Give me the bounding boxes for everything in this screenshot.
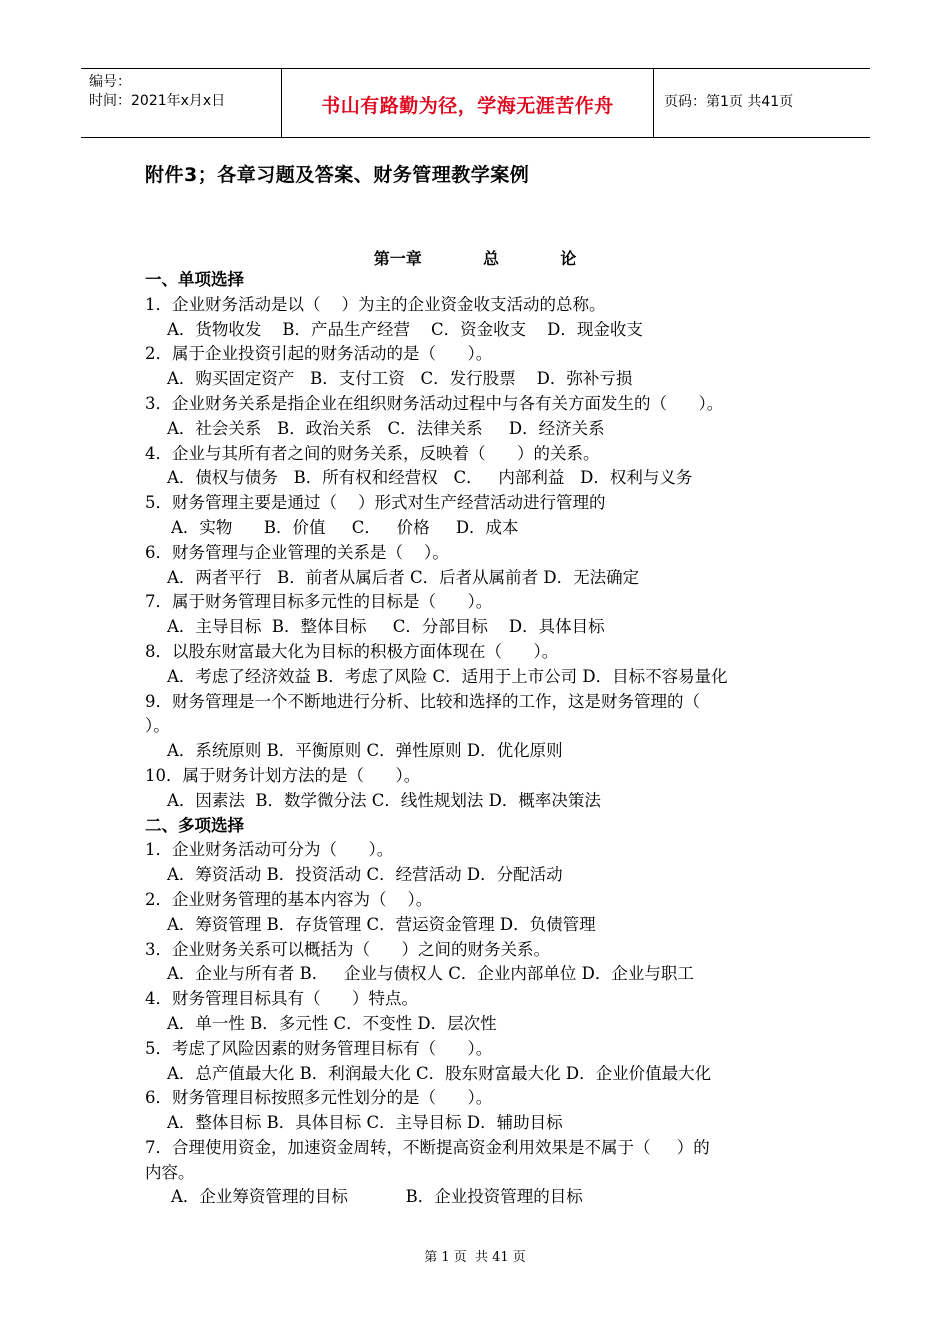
question-line: 7．合理使用资金，加速资金周转，不断提高资金利用效果是不属于（ ）的 xyxy=(145,1137,710,1157)
question-line: 4．企业与其所有者之间的财务关系，反映着（ ）的关系。 xyxy=(145,443,600,463)
options-line: A．社会关系 B．政治关系 C．法律关系 D．经济关系 xyxy=(167,418,605,438)
header-motto: 书山有路勤为径，学海无涯苦作舟 xyxy=(321,95,614,117)
header-table xyxy=(81,68,870,138)
section-heading: 二、多项选择 xyxy=(145,815,244,835)
options-line: A．企业筹资管理的目标 B．企业投资管理的目标 xyxy=(171,1187,583,1207)
header-page-info: 页码：第1页 共41页 xyxy=(664,94,794,110)
question-line: 3．企业财务关系是指企业在组织财务活动过程中与各有关方面发生的（ ）。 xyxy=(145,393,724,413)
exercise-content xyxy=(145,268,810,1210)
question-line: 6．财务管理与企业管理的关系是（ ）。 xyxy=(145,542,449,562)
document-title: 附件3；各章习题及答案、财务管理教学案例 xyxy=(145,164,530,186)
options-line: A．筹资活动 B．投资活动 C．经营活动 D．分配活动 xyxy=(167,865,563,885)
options-line: A．总产值最大化 B．利润最大化 C．股东财富最大化 D．企业价值最大化 xyxy=(167,1063,712,1083)
question-line: 9．财务管理是一个不断地进行分析、比较和选择的工作，这是财务管理的（ xyxy=(145,691,700,711)
options-line: A．考虑了经济效益 B．考虑了风险 C．适用于上市公司 D．目标不容易量化 xyxy=(167,666,728,686)
options-line: A．购买固定资产 B．支付工资 C．发行股票 D．弥补亏损 xyxy=(167,369,633,389)
options-line: A．系统原则 B．平衡原则 C．弹性原则 D．优化原则 xyxy=(167,741,563,761)
document-time-label: 时间：2021年x月x日 xyxy=(89,93,226,109)
chapter-title: 第一章 总 论 xyxy=(373,249,577,268)
options-line: A．筹资管理 B．存货管理 C．营运资金管理 D．负债管理 xyxy=(167,914,596,934)
question-line: 内容。 xyxy=(145,1162,195,1182)
question-line: 2．属于企业投资引起的财务活动的是（ ）。 xyxy=(145,344,493,364)
question-line: 7．属于财务管理目标多元性的目标是（ ）。 xyxy=(145,592,493,612)
question-line: 2．企业财务管理的基本内容为（ ）。 xyxy=(145,889,433,909)
options-line: A．主导目标 B．整体目标 C．分部目标 D．具体目标 xyxy=(167,617,605,637)
options-line: A．实物 B．价值 C． 价格 D．成本 xyxy=(171,517,519,537)
question-line: 4．财务管理目标具有（ ）特点。 xyxy=(145,989,418,1009)
document-number-label: 编号： xyxy=(89,74,131,90)
options-line: A．整体目标 B．具体目标 C．主导目标 D．辅助目标 xyxy=(167,1113,563,1133)
question-line: ）。 xyxy=(145,716,170,736)
options-line: A．企业与所有者 B． 企业与债权人 C．企业内部单位 D．企业与职工 xyxy=(167,964,694,984)
question-line: 1．企业财务活动是以（ ）为主的企业资金收支活动的总称。 xyxy=(145,294,606,314)
section-heading: 一、单项选择 xyxy=(145,270,244,289)
page-footer: 第 1 页 共 41 页 xyxy=(424,1250,526,1265)
options-line: A．两者平行 B．前者从属后者 C．后者从属前者 D．无法确定 xyxy=(167,567,640,587)
options-line: A．货物收发 B．产品生产经营 C．资金收支 D．现金收支 xyxy=(167,319,643,339)
question-line: 6．财务管理目标按照多元性划分的是（ ）。 xyxy=(145,1088,493,1108)
header-page-info-cell xyxy=(654,69,870,137)
options-line: A．单一性 B．多元性 C．不变性 D．层次性 xyxy=(167,1013,497,1033)
options-line: A．债权与债务 B．所有权和经营权 C． 内部利益 D．权利与义务 xyxy=(167,468,693,488)
header-meta-cell xyxy=(81,69,282,137)
question-line: 1．企业财务活动可分为（ ）。 xyxy=(145,840,394,860)
question-line: 5．财务管理主要是通过（ ）形式对生产经营活动进行管理的 xyxy=(145,493,606,513)
question-line: 8．以股东财富最大化为目标的积极方面体现在（ ）。 xyxy=(145,641,559,661)
question-line: 5．考虑了风险因素的财务管理目标有（ ）。 xyxy=(145,1038,493,1058)
header-motto-cell xyxy=(282,69,654,137)
question-line: 10．属于财务计划方法的是（ ）。 xyxy=(145,765,421,785)
options-line: A．因素法 B．数学微分法 C．线性规划法 D．概率决策法 xyxy=(167,790,601,810)
question-line: 3．企业财务关系可以概括为（ ）之间的财务关系。 xyxy=(145,939,550,959)
